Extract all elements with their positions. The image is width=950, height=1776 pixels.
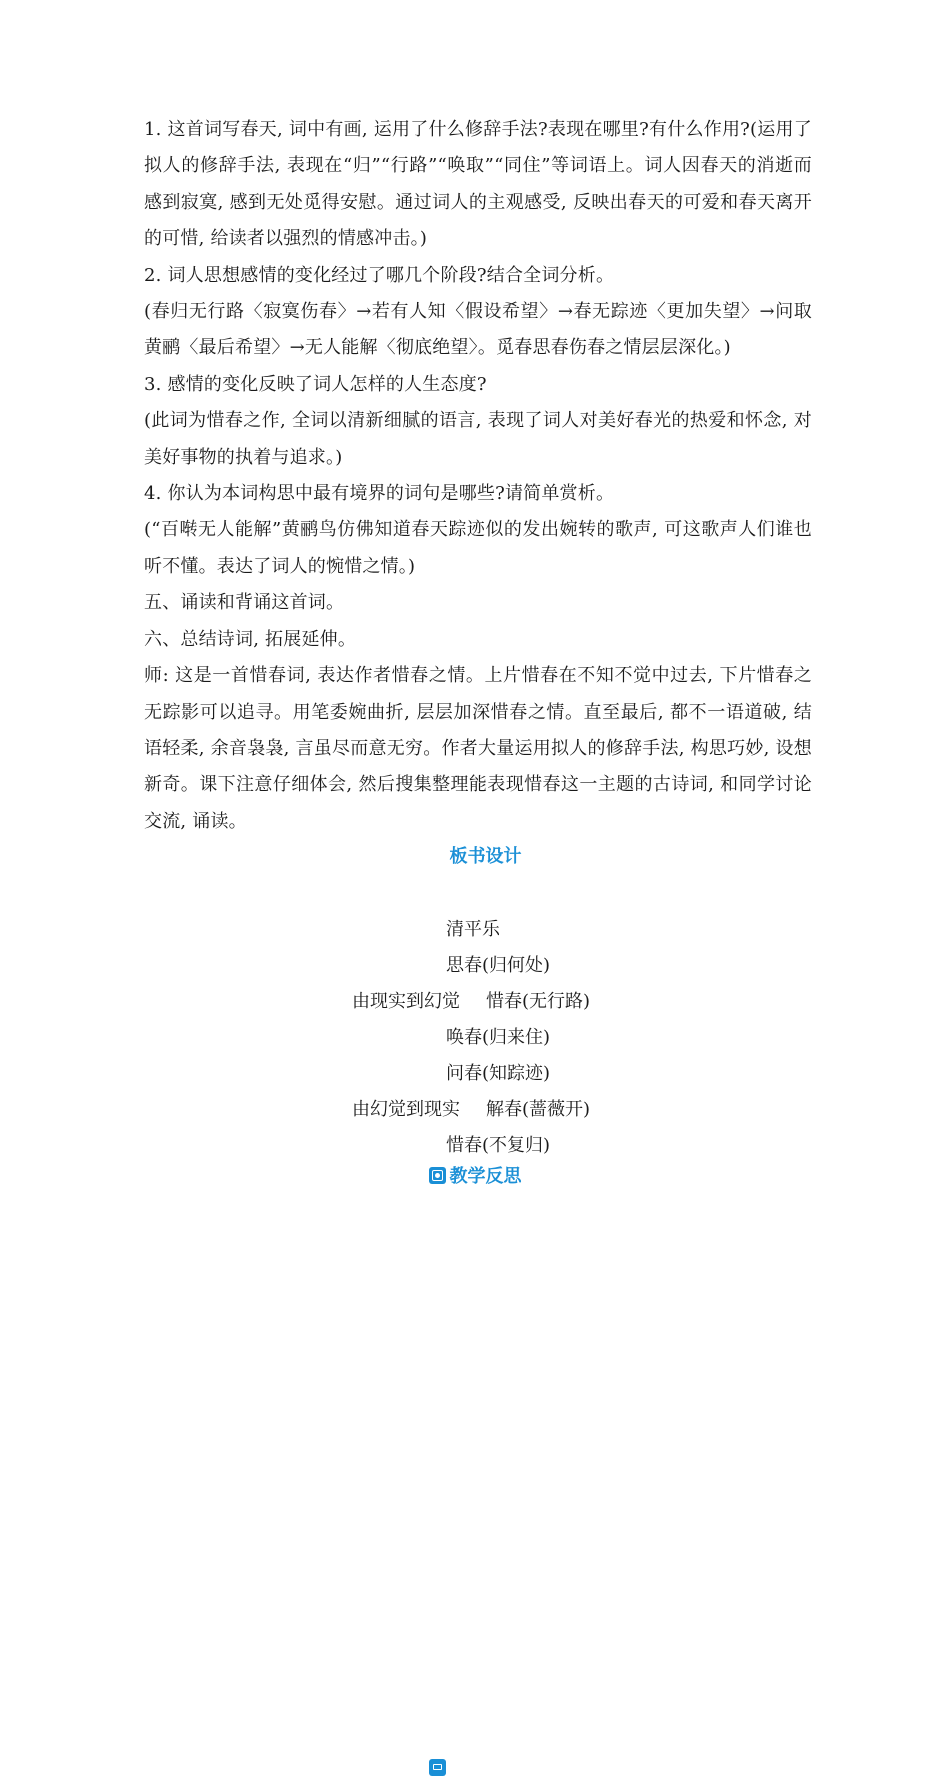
answer-3-paragraph: (此词为惜春之作, 全词以清新细腻的语言, 表现了词人对美好春光的热爱和怀念, 对美好事物的执着与追求。) bbox=[144, 410, 812, 468]
answer-4-paragraph: (“百啭无人能解”黄鹂鸟仿佛知道春天踪迹似的发出婉转的歌声, 可这歌声人们谁也听不懂。表达了词人的惋惜之情。) bbox=[144, 519, 812, 577]
board-item-si-chun: 思春(归何处) bbox=[446, 955, 551, 976]
teaching-reflection-heading-text: 教学反思 bbox=[449, 1166, 522, 1187]
question-2-paragraph: 2. 词人思想感情的变化经过了哪几个阶段?结合全词分析。 bbox=[144, 264, 615, 286]
board-item-xi-chun-1: 惜春(无行路) bbox=[486, 991, 591, 1012]
board-design-heading bbox=[0, 845, 950, 869]
board-item-xi-chun-2: 惜春(不复归) bbox=[446, 1135, 551, 1156]
reflection-icon bbox=[429, 1167, 446, 1184]
step-5-paragraph: 五、诵读和背诵这首词。 bbox=[144, 592, 345, 614]
question-1-paragraph: 1. 这首词写春天, 词中有画, 运用了什么修辞手法?表现在哪里?有什么作用?(运用了拟人的修辞手法, 表现在“归”“行路”“唤取”“同住”等词语上。词人因春天的消逝而感到寂寞, 感到无处觅得安慰。通过词人的主观感受, 反映出春天的可爱和春天离开的可惜, 给读者以强烈的情感冲击。) bbox=[144, 119, 812, 250]
board-title: 清平乐 bbox=[446, 919, 500, 940]
board-item-wen-chun: 问春(知踪迹) bbox=[446, 1063, 551, 1084]
board-group-label-illusion-to-reality: 由幻觉到现实 bbox=[352, 1099, 460, 1120]
board-design-heading-text: 板书设计 bbox=[449, 846, 522, 867]
question-4-paragraph: 4. 你认为本词构思中最有境界的词句是哪些?请简单赏析。 bbox=[144, 483, 615, 505]
teacher-summary-paragraph: 师: 这是一首惜春词, 表达作者惜春之情。上片惜春在不知不觉中过去, 下片惜春之无踪影可以追寻。用笔委婉曲折, 层层加深惜春之情。直至最后, 都不一语道破, 结语轻柔, 余音袅袅, 言虽尽而意无穷。作者大量运用拟人的修辞手法, 构思巧妙, 设想新奇。课下注意仔细体会, 然后搜集整理能表现惜春这一主题的古诗词, 和同学讨论交流, 诵读。 bbox=[144, 665, 812, 832]
lesson-body bbox=[144, 112, 812, 840]
board-group-label-reality-to-illusion: 由现实到幻觉 bbox=[352, 991, 460, 1012]
step-6-paragraph: 六、总结诗词, 拓展延伸。 bbox=[144, 628, 357, 650]
answer-2-paragraph: (春归无行路〈寂寞伤春〉→若有人知〈假设希望〉→春无踪迹〈更加失望〉→问取黄鹂〈最后希望〉→无人能解〈彻底绝望〉。觅春思春伤春之情层层深化。) bbox=[144, 301, 812, 359]
question-3-paragraph: 3. 感情的变化反映了词人怎样的人生态度? bbox=[144, 373, 487, 395]
board-item-huan-chun: 唤春(归来住) bbox=[446, 1027, 551, 1048]
board-item-jie-chun: 解春(蔷薇开) bbox=[486, 1099, 591, 1120]
teaching-reflection-heading bbox=[0, 1165, 950, 1189]
blackboard-icon bbox=[429, 1759, 446, 1776]
